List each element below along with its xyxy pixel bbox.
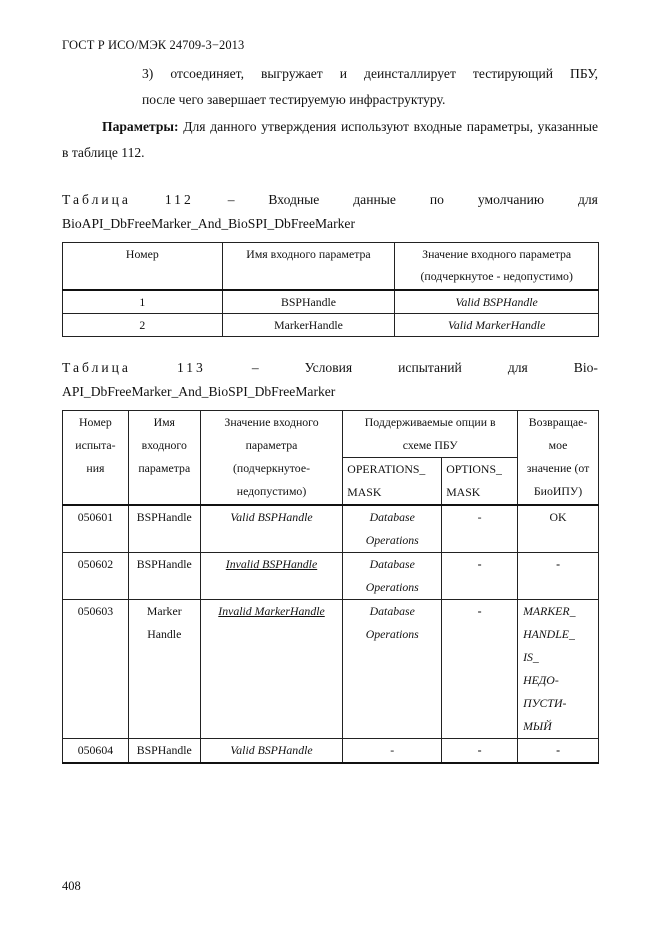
header-return-value: Возвращае- мое значение (от БиоИПУ)	[518, 411, 599, 506]
cell-name: BSPHandle	[222, 290, 395, 314]
params-text: Для данного утверждения используют входные параметры, указанные в таблице 112.	[62, 119, 598, 160]
item3-line1: 3) отсоединяет, выгружает и деинсталлирует тестирующий ПБУ,	[142, 66, 598, 81]
caption-line2: API_DbFreeMarker_And_BioSPI_DbFreeMarker	[62, 384, 336, 399]
cell-operations-mask: Database Operations	[343, 553, 442, 600]
cell-return-value: OK	[518, 505, 599, 553]
header-supported-options: Поддерживаемые опции в схеме ПБУ	[343, 411, 518, 458]
caption-word-3: для	[507, 360, 528, 375]
cell-return-value: -	[518, 739, 599, 764]
cell-test-number: 050603	[63, 600, 129, 739]
table-row	[63, 314, 599, 337]
header-value-line1: Значение входного параметра	[422, 247, 572, 261]
table-row	[63, 290, 599, 314]
params-label: Параметры:	[102, 119, 179, 134]
cell-operations-mask: Database Operations	[343, 600, 442, 739]
cell-options-mask: -	[442, 739, 518, 764]
table-row	[63, 505, 599, 553]
caption-word-1: Входные	[268, 192, 320, 207]
cell-operations-mask: -	[343, 739, 442, 764]
cell-number: 2	[63, 314, 223, 337]
caption-word-4: умолчанию	[477, 192, 545, 207]
header-value-line2: (подчеркнутое - недопустимо)	[420, 269, 573, 283]
caption-word-4: Bio-	[573, 360, 598, 375]
cell-param-value: Valid BSPHandle	[200, 505, 343, 553]
page-header: ГОСТ Р ИСО/МЭК 24709-3−2013	[62, 38, 245, 52]
header-param-name: Имя входного параметра	[222, 243, 395, 291]
caption-word-2: данные	[353, 192, 396, 207]
cell-param-name: BSPHandle	[128, 505, 200, 553]
table-113	[62, 410, 599, 764]
cell-options-mask: -	[442, 600, 518, 739]
table-row	[63, 739, 599, 764]
header-param-value: Значение входного параметра (подчеркнутое- недопустимо)	[200, 411, 343, 506]
table113-caption	[62, 356, 598, 404]
table-row	[63, 553, 599, 600]
header-options-mask: OPTIONS_ MASK	[442, 458, 518, 506]
parameters-paragraph	[62, 114, 598, 166]
caption-dash: –	[251, 360, 259, 375]
header-param-name: Имя входного параметра	[128, 411, 200, 506]
cell-name: MarkerHandle	[222, 314, 395, 337]
cell-options-mask: -	[442, 505, 518, 553]
cell-test-number: 050604	[63, 739, 129, 764]
caption-word-3: по	[429, 192, 444, 207]
caption-num: 112	[164, 192, 194, 207]
table-row	[63, 600, 599, 739]
cell-param-name: Marker Handle	[128, 600, 200, 739]
caption-num: 113	[176, 360, 206, 375]
cell-return-value: MARKER_ HANDLE_ IS_ НЕДО- ПУСТИ- МЫЙ	[518, 600, 599, 739]
caption-word: Таблица	[62, 192, 131, 207]
header-number: Номер	[63, 243, 223, 291]
page-number: 408	[62, 879, 81, 893]
caption-dash: –	[227, 192, 235, 207]
header-operations-mask: OPERATIONS_ MASK	[343, 458, 442, 506]
cell-param-value: Invalid BSPHandle	[200, 553, 343, 600]
cell-return-value: -	[518, 553, 599, 600]
table-112	[62, 242, 599, 337]
header-param-value	[395, 243, 599, 291]
cell-number: 1	[63, 290, 223, 314]
table-header-row	[63, 411, 599, 458]
caption-word: Таблица	[62, 360, 131, 375]
caption-word-5: для	[577, 192, 598, 207]
cell-value: Valid BSPHandle	[395, 290, 599, 314]
caption-line2: BioAPI_DbFreeMarker_And_BioSPI_DbFreeMarker	[62, 216, 355, 231]
cell-operations-mask: Database Operations	[343, 505, 442, 553]
item3-line2: после чего завершает тестируемую инфраструктуру.	[142, 92, 446, 107]
caption-word-2: испытаний	[398, 360, 462, 375]
table112-caption	[62, 188, 598, 236]
cell-param-value: Invalid MarkerHandle	[200, 600, 343, 739]
table-header-row	[63, 243, 599, 291]
header-test-number: Номер испыта- ния	[63, 411, 129, 506]
cell-value: Valid MarkerHandle	[395, 314, 599, 337]
cell-options-mask: -	[442, 553, 518, 600]
cell-test-number: 050601	[63, 505, 129, 553]
caption-word-1: Условия	[304, 360, 353, 375]
cell-test-number: 050602	[63, 553, 129, 600]
cell-param-value: Valid BSPHandle	[200, 739, 343, 764]
cell-param-name: BSPHandle	[128, 553, 200, 600]
cell-param-name: BSPHandle	[128, 739, 200, 764]
